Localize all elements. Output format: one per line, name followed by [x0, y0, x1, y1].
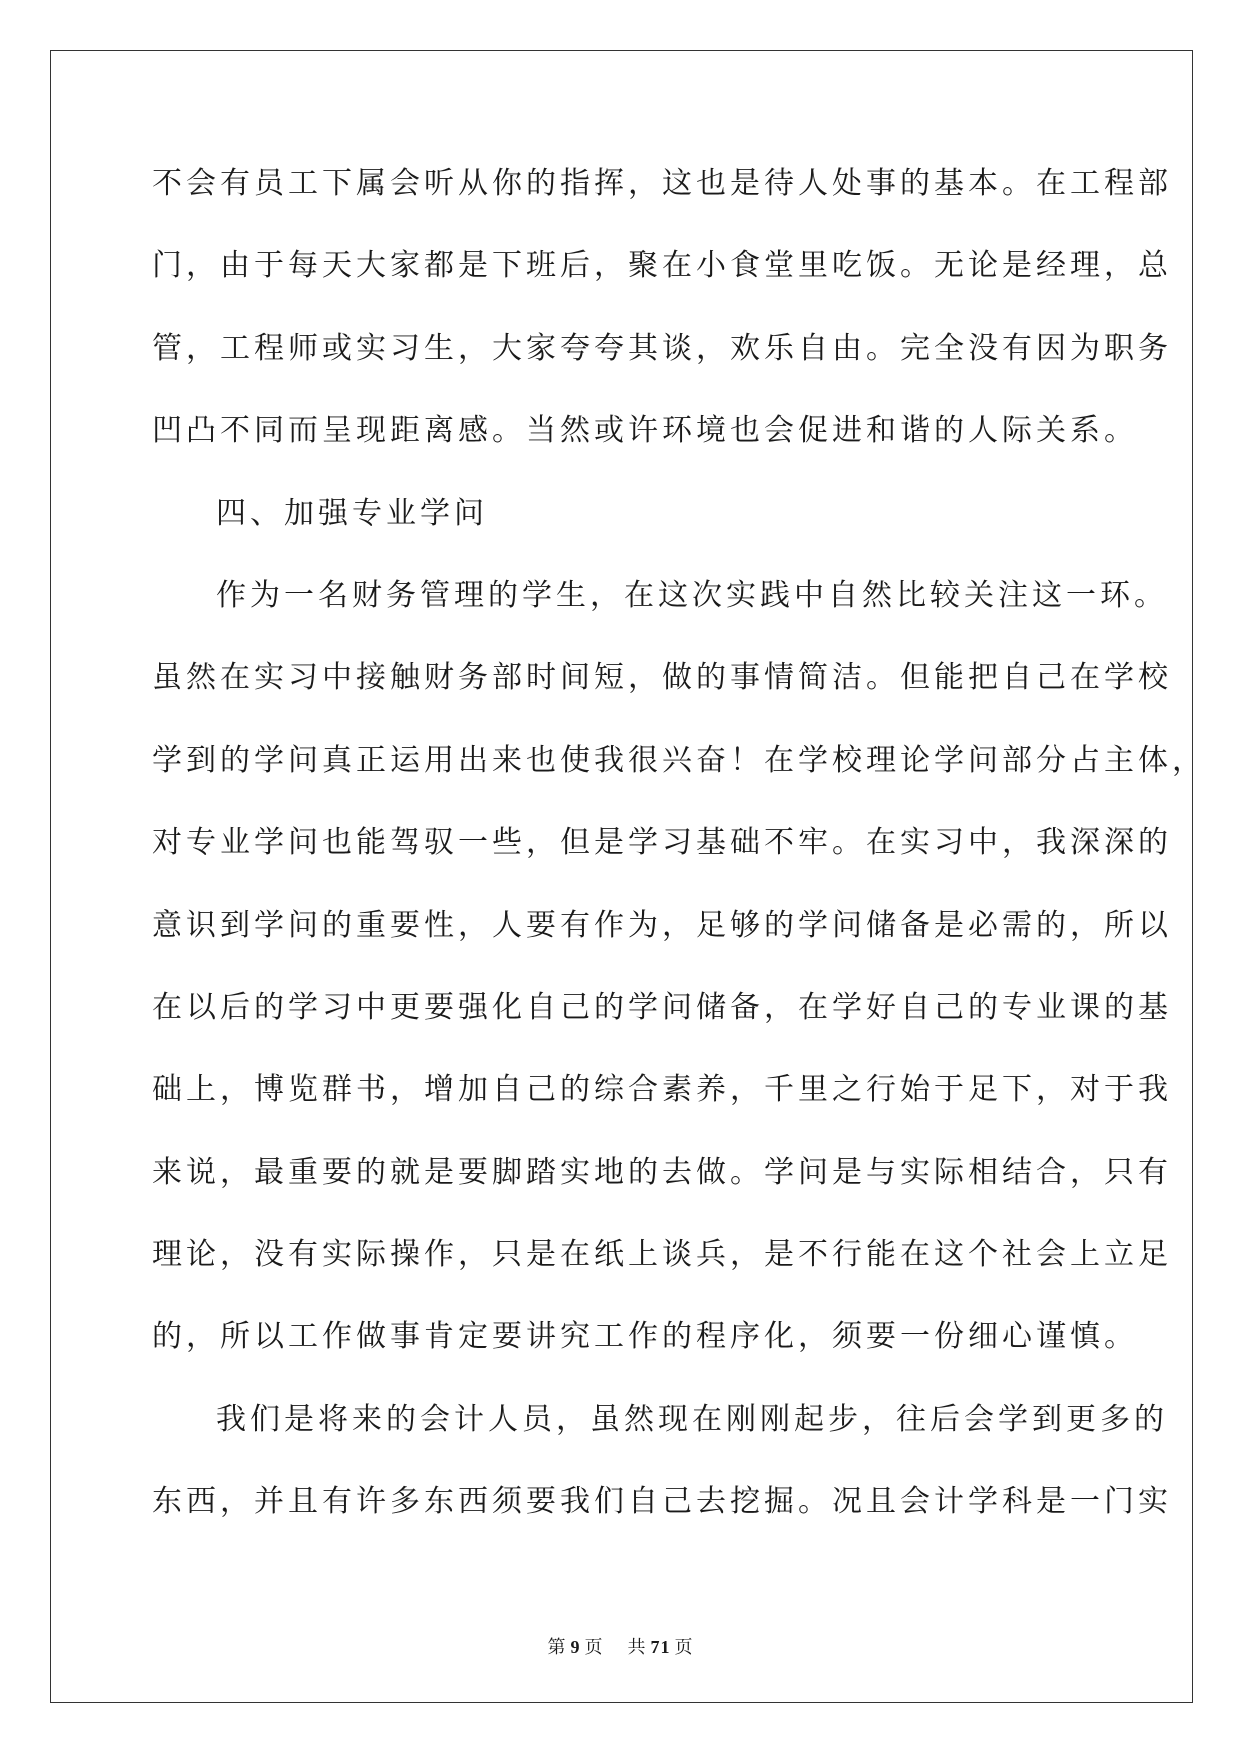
footer-total-pages: 71 [650, 1637, 671, 1657]
footer-page-prefix: 第 [547, 1637, 567, 1658]
text-line: 管，工程师或实习生，大家夸夸其谈，欢乐自由。完全没有因为职务 [152, 330, 1172, 366]
text-line: 不会有员工下属会听从你的指挥，这也是待人处事的基本。在工程部 [152, 166, 1172, 201]
text-line: 凹凸不同而呈现距离感。当然或许环境也会促进和谐的人际关系。 [152, 413, 1138, 449]
text-line: 门，由于每天大家都是下班后，聚在小食堂里吃饭。无论是经理，总 [152, 248, 1172, 284]
text-line: 在以后的学习中更要强化自己的学问储备，在学好自己的专业课的基 [152, 989, 1172, 1025]
footer-total-suffix: 页 [674, 1637, 694, 1658]
text-line: 来说，最重要的就是要脚踏实地的去做。学问是与实际相结合，只有 [152, 1154, 1172, 1190]
text-line: 虽然在实习中接触财务部时间短，做的事情简洁。但能把自己在学校 [152, 660, 1172, 696]
text-line: 础上，博览群书，增加自己的综合素养，千里之行始于足下，对于我 [152, 1072, 1172, 1108]
footer-page-number: 9 [570, 1637, 581, 1657]
text-line: 东西，并且有许多东西须要我们自己去挖掘。况且会计学科是一门实 [152, 1484, 1172, 1520]
text-line: 我们是将来的会计人员，虽然现在刚刚起步，往后会学到更多的 [216, 1401, 1168, 1437]
text-line: 对专业学问也能驾驭一些，但是学习基础不牢。在实习中，我深深的 [152, 825, 1172, 861]
text-line: 作为一名财务管理的学生，在这次实践中自然比较关注这一环。 [216, 577, 1168, 613]
document-body [152, 160, 1206, 1561]
text-line: 理论，没有实际操作，只是在纸上谈兵，是不行能在这个社会上立足 [152, 1237, 1172, 1273]
text-line: 学到的学问真正运用出来也使我很兴奋！在学校理论学问部分占主体， [152, 742, 1206, 778]
page-footer [0, 1633, 1241, 1659]
footer-total-prefix: 共 [627, 1637, 647, 1658]
text-line: 意识到学问的重要性，人要有作为，足够的学问储备是必需的，所以 [152, 907, 1172, 943]
text-line: 的，所以工作做事肯定要讲究工作的程序化，须要一份细心谨慎。 [152, 1319, 1138, 1355]
text-line: 四、加强专业学问 [216, 495, 488, 531]
footer-page-suffix: 页 [584, 1637, 604, 1658]
